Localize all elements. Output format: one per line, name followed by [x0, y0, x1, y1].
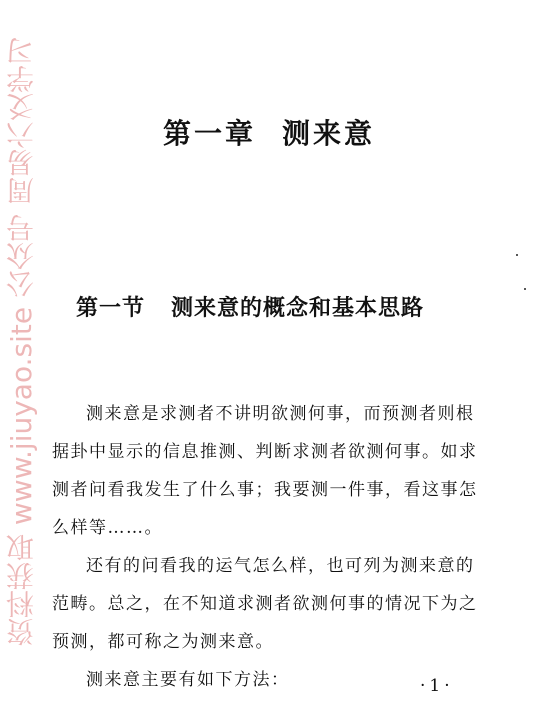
chapter-title — [0, 112, 538, 152]
section-title — [76, 291, 424, 322]
scan-speck — [524, 288, 526, 290]
section-name: 测来意的概念和基本思路 — [171, 295, 425, 321]
paragraph: 还有的问看我的运气怎么样，也可列为测来意的范畴。总之，在不知道求测者欲测何事的情况下为之预测，都可称之为测来意。 — [52, 556, 478, 652]
paragraph: 测来意主要有如下方法： — [86, 670, 290, 690]
section-number: 第一节 — [76, 295, 146, 321]
page-number: ·1· — [420, 676, 454, 696]
chapter-name: 测来意 — [282, 117, 376, 150]
body-text — [52, 395, 492, 699]
scan-speck — [516, 254, 518, 256]
chapter-number: 第一章 — [162, 117, 256, 150]
watermark: 资料获取 www.jiuyao.site 公众号 周易六爻学习 — [5, 37, 38, 647]
paragraph: 测来意是求测者不讲明欲测何事，而预测者则根据卦中显示的信息推测、判断求测者欲测何事。如求测者问看我发生了什么事；我要测一件事，看这事怎么样等……。 — [52, 404, 478, 538]
